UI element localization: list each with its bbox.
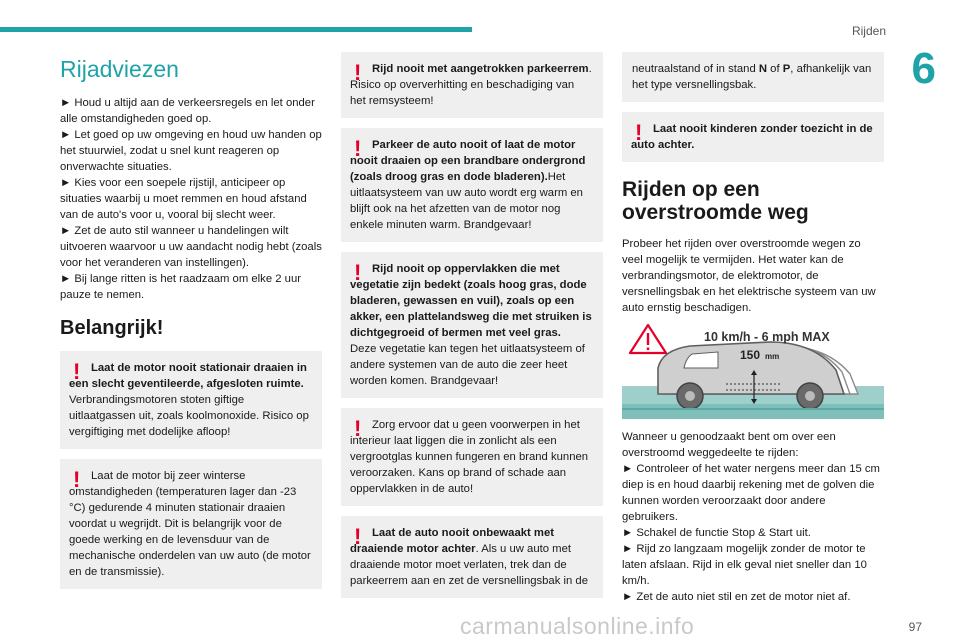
depth-value: 150	[740, 348, 761, 362]
warning-box-continued	[622, 52, 884, 102]
warning-text: neutraalstand of in stand	[632, 63, 759, 75]
warning-bold: Rijd nooit op oppervlakken die met vegetatie zijn bedekt (zoals hoog gras, dode bladeren, gewassen en vuil), zoals op een akker, een plattelandsweg die met struiken is dichtgegroeid of bermen met veel gras.	[350, 263, 592, 339]
warning-text: , afhankelijk van het type versnellingsbak.	[632, 63, 872, 91]
flood-step: ► Zet de auto niet stil en zet de motor niet af.	[622, 591, 851, 603]
warning-icon: !	[354, 260, 362, 285]
page-title: Rijadviezen	[60, 56, 179, 82]
warning-text: Deze vegetatie kan tegen het uitlaatsysteem of andere systemen van de auto die zeer heet worden komen. Brandgevaar!	[350, 343, 585, 387]
flood-step: ► Controleer of het water nergens meer dan 15 cm diep is en houd daarbij rekening met de golven die kunnen worden veroorzaakt door andere gebruikers.	[622, 463, 880, 523]
advice-item: ► Zet de auto stil wanneer u handelingen wilt uitvoeren waarvoor u uw aandacht nodig hebt (zoals voor het veranderen van instellingen).	[60, 225, 322, 269]
watermark: carmanualsonline.info	[460, 613, 695, 639]
warning-icon: !	[354, 416, 362, 441]
warning-triangle-icon	[630, 325, 666, 353]
warning-box	[341, 408, 603, 506]
warning-icon: !	[635, 120, 643, 145]
warning-box	[341, 52, 603, 118]
warning-text: of	[767, 63, 783, 75]
speed-limit-label: 10 km/h - 6 mph MAX	[704, 330, 830, 344]
warning-text: Zorg ervoor dat u geen voorwerpen in het interieur laat liggen die in zonlicht als een vergrootglas kunnen fungeren en brand kunnen veroorzaken. Kans op brand of schade aan oppervlakken in de auto!	[350, 419, 589, 495]
column-3	[622, 52, 884, 605]
warning-box	[60, 351, 322, 449]
warning-icon: !	[354, 524, 362, 549]
warning-text: . Als u uw auto met draaiende motor moet verlaten, trek dan de parkeerrem aan en zet de versnellingsbak in de	[350, 543, 589, 587]
warning-bold: Laat de motor nooit stationair draaien in een slecht geventileerde, afgesloten ruimte.	[69, 362, 307, 390]
warning-bold: Rijd nooit met aangetrokken parkeerrem	[372, 63, 589, 75]
advice-item: ► Let goed op uw omgeving en houd uw handen op het stuurwiel, zodat u snel kunt reageren op onverwachte situaties.	[60, 129, 322, 173]
gear-n: N	[758, 63, 768, 75]
warning-icon: !	[73, 359, 81, 384]
column-1	[60, 52, 322, 599]
page-number: 97	[908, 620, 922, 634]
warning-icon: !	[73, 467, 81, 492]
flood-intro-2: Wanneer u genoodzaakt bent om over een overstroomd weggedeelte te rijden:	[622, 431, 836, 459]
warning-text: Laat de motor bij zeer winterse omstandigheden (temperaturen lager dan -23 °C) gedurende 4 minuten stationair draaien voordat u wegrijdt. Dit is belangrijk voor de goede werking en de levensduur van de mechanische onderdelen van uw auto (de motor en de transmissie).	[69, 470, 311, 578]
flood-illustration	[622, 324, 884, 419]
column-2	[341, 52, 603, 608]
section-name: Rijden	[851, 24, 886, 38]
advice-item: ► Bij lange ritten is het raadzaam om elke 2 uur pauze te nemen.	[60, 273, 302, 301]
gear-p: P	[782, 63, 791, 75]
warning-box	[341, 128, 603, 242]
depth-unit: mm	[765, 352, 780, 361]
warning-bold: Laat nooit kinderen zonder toezicht in de auto achter.	[631, 123, 873, 151]
warning-text: Het uitlaatsysteem van uw auto wordt erg warm en blijft ook na het afzetten van de motor nog enkele minuten warm. Brandgevaar!	[350, 171, 583, 231]
warning-box	[622, 112, 884, 162]
advice-item: ► Kies voor een soepele rijstijl, anticipeer op situaties waarbij u moet remmen en houd afstand van de auto's voor u, vooral bij slecht weer.	[60, 177, 307, 221]
advice-item: ► Houd u altijd aan de verkeersregels en let onder alle omstandigheden goed op.	[60, 97, 315, 125]
warning-box	[341, 252, 603, 398]
flood-heading: Rijden op een overstroomde weg	[622, 178, 809, 224]
warning-bold: Laat de auto nooit onbewaakt met draaiende motor achter	[350, 527, 555, 555]
warning-box	[60, 459, 322, 589]
warning-icon: !	[354, 136, 362, 161]
chapter-number: 6	[911, 44, 936, 93]
warning-text: Verbrandingsmotoren stoten giftige uitlaatgassen uit, zoals koolmonoxide. Risico op vergiftiging met dodelijke afloop!	[69, 394, 309, 438]
header-accent-bar	[0, 27, 472, 32]
flood-step: ► Schakel de functie Stop & Start uit.	[622, 527, 811, 539]
flood-intro: Probeer het rijden over overstroomde wegen zo veel mogelijk te vermijden. Het water kan de verbrandingsmotor, de elektromotor, de versnellingsbak en het elektrische systeem van uw auto ernstig beschadigen.	[622, 238, 876, 314]
warning-bold: Parkeer de auto nooit of laat de motor nooit draaien op een brandbare ondergrond (zoals droog gras en dode bladeren).	[350, 139, 586, 183]
warning-box	[341, 516, 603, 598]
flood-step: ► Rijd zo langzaam mogelijk zonder de motor te laten afslaan. Rijd in elk geval niet sneller dan 10 km/h.	[622, 543, 867, 587]
warning-text: . Risico op oververhitting en beschadiging van het remsysteem!	[350, 63, 592, 107]
warning-icon: !	[354, 60, 362, 85]
important-heading: Belangrijk!	[60, 317, 164, 339]
flooded-car-image	[622, 324, 884, 419]
